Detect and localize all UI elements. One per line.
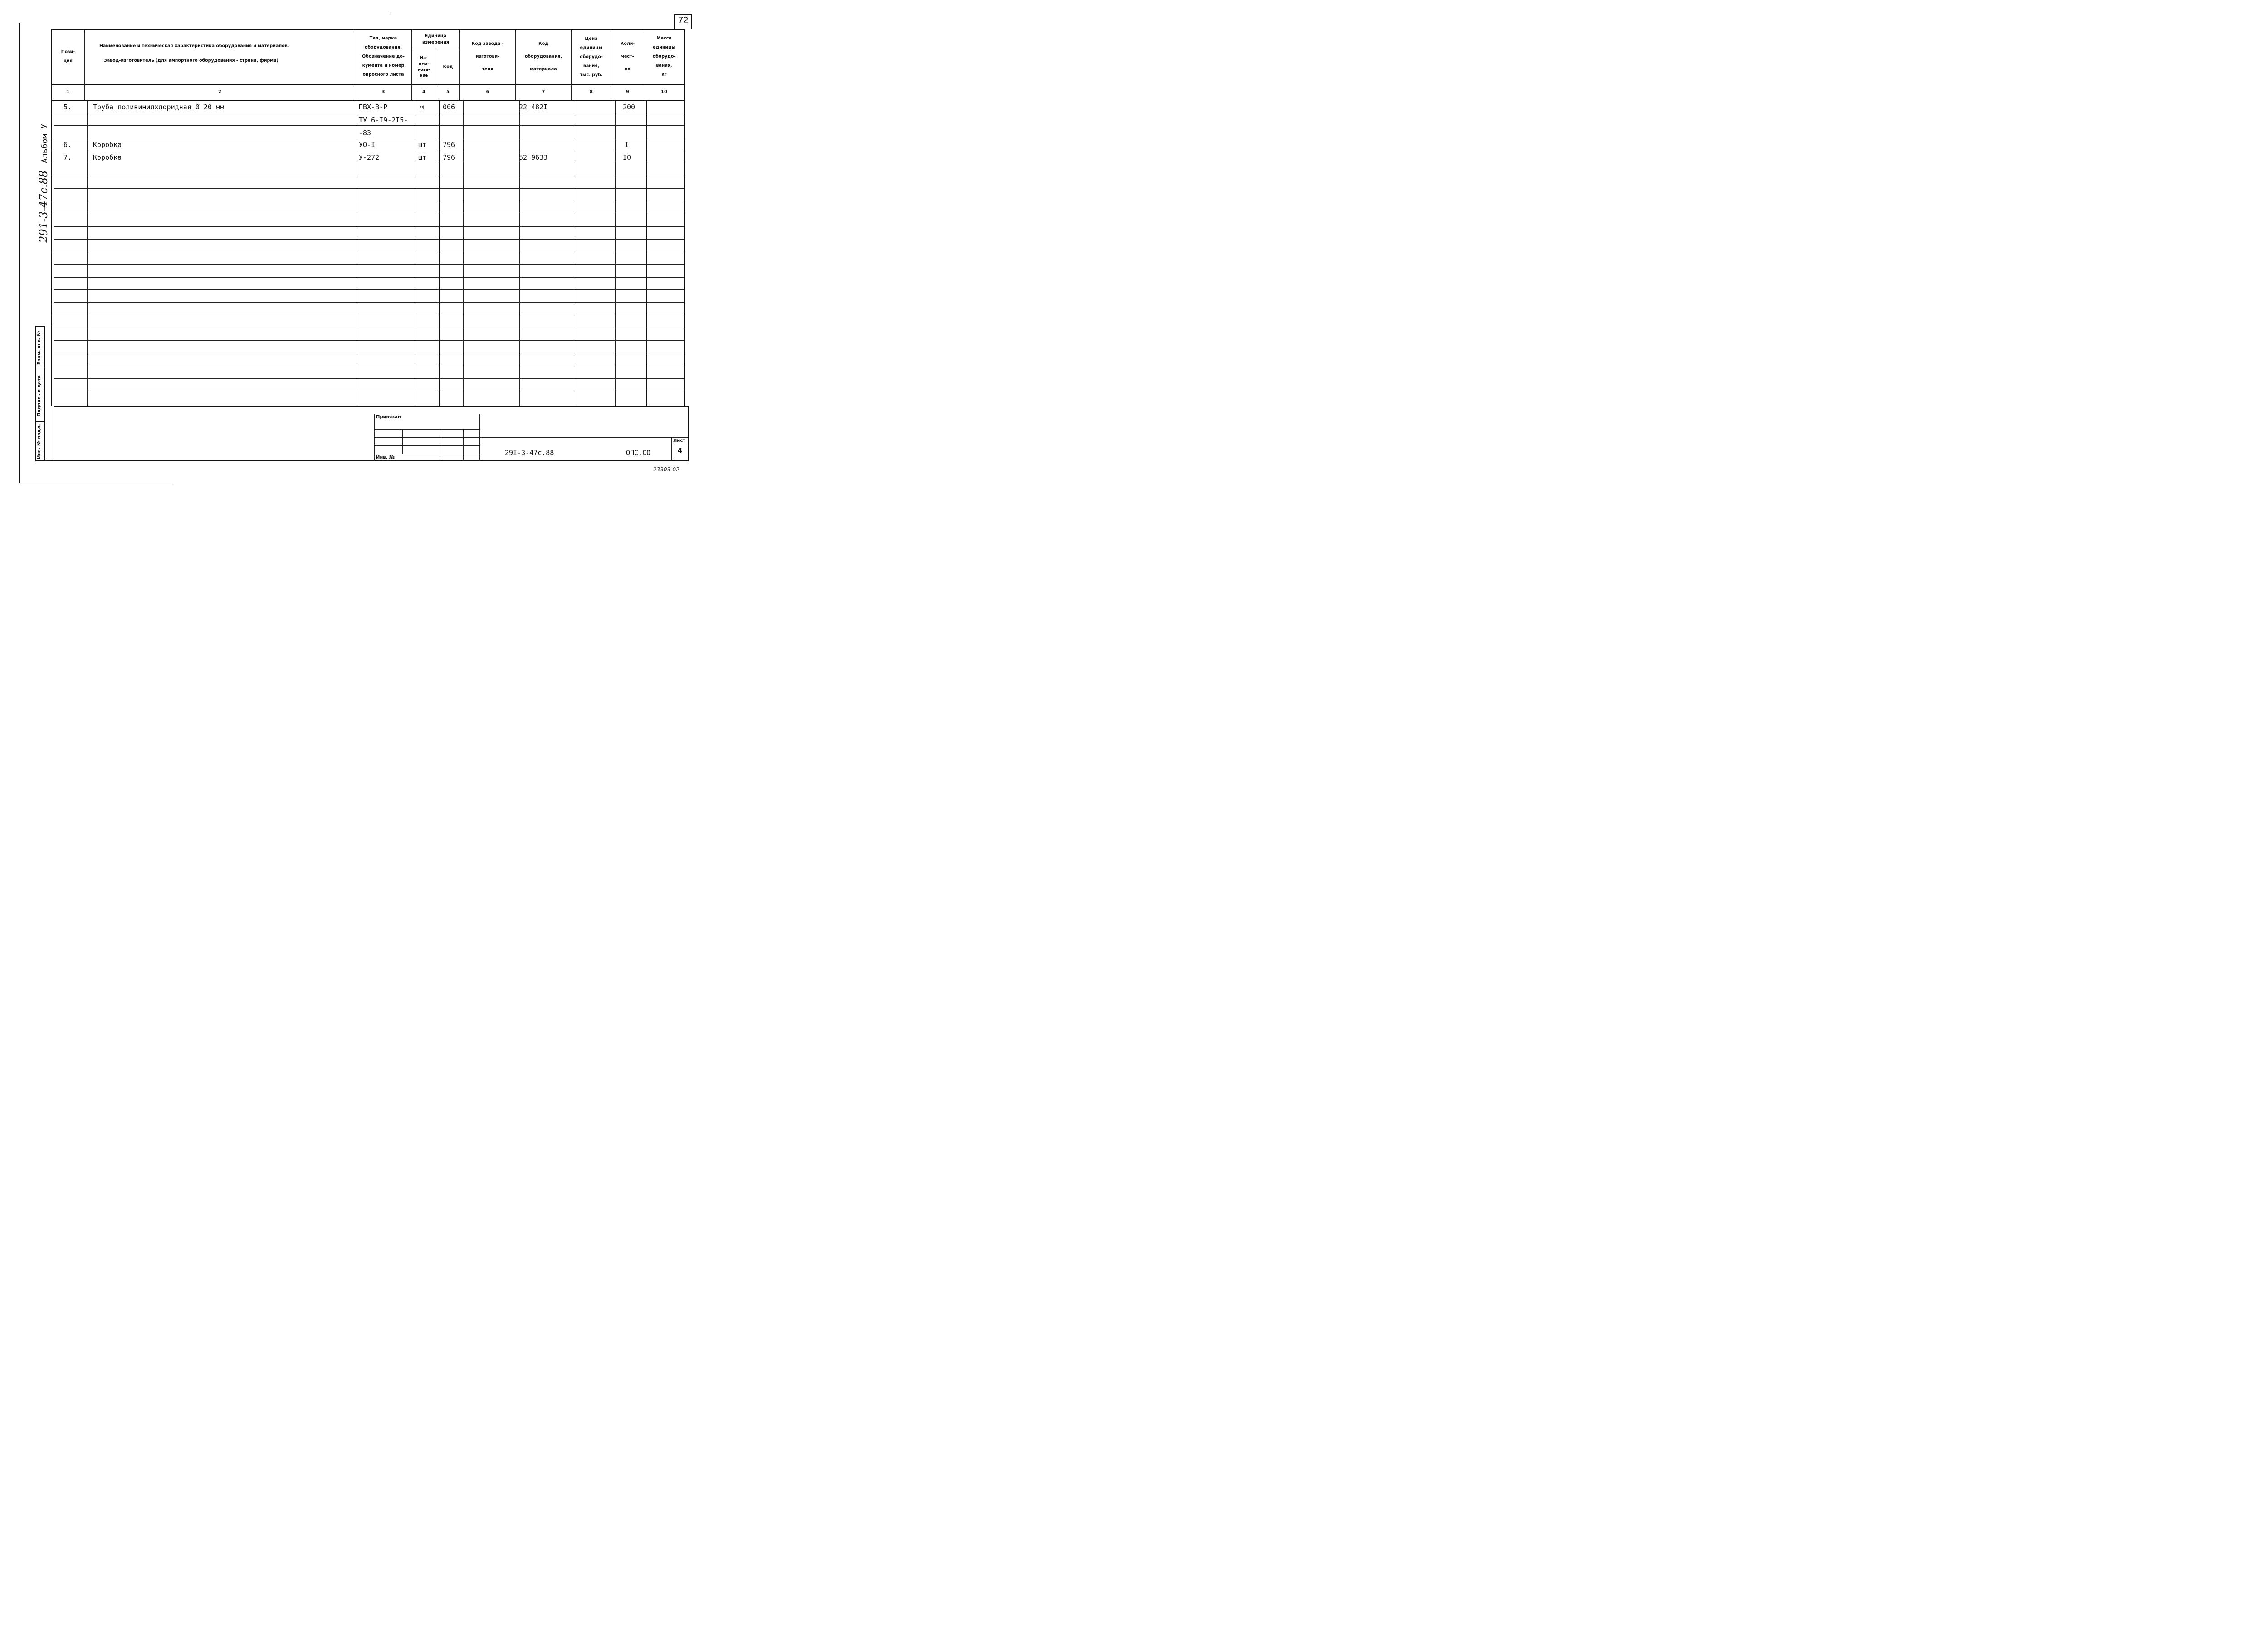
- footer-note: 23303-02: [653, 466, 679, 473]
- stamp-inv-podl: Инв. № подл.: [37, 424, 42, 459]
- grid-line: [54, 277, 684, 278]
- row-1-type: ПВХ-В-Р: [359, 103, 388, 111]
- row-1-material-code: 22 482I: [519, 103, 548, 111]
- grid-line: [54, 226, 684, 227]
- header-position: Пози- ция: [61, 49, 75, 64]
- grid-line: [54, 378, 684, 379]
- row-4-type: УО-I: [359, 141, 376, 149]
- header-name: Наименование и техническая характеристика оборудования и материалов. Завод-изготовитель (для импортного оборудования - страна, фирма): [99, 44, 289, 63]
- stamp-signature-date: Подпись и дата: [37, 375, 42, 416]
- row-5-quantity: I0: [623, 153, 631, 161]
- row-1-position: 5.: [64, 103, 72, 111]
- row-5-type: У-272: [359, 153, 380, 161]
- grid-line: [463, 100, 464, 406]
- row-1-quantity: 200: [623, 103, 635, 111]
- header-type: Тип, марка оборудования. Обозначение до- кумента и номер опросного листа: [362, 36, 405, 77]
- row-1-unit-code: 006: [443, 103, 455, 111]
- inv-no-label: Инв. №: [376, 455, 395, 460]
- row-5-name: Коробка: [93, 153, 122, 161]
- header-unit-code: Код: [443, 64, 453, 69]
- sheet-number: 4: [677, 446, 683, 455]
- grid-line: [54, 289, 684, 290]
- row-4-name: Коробка: [93, 141, 122, 149]
- colnum-5: 5: [446, 89, 450, 94]
- colnum-1: 1: [66, 89, 70, 94]
- grid-line: [54, 188, 684, 189]
- colnum-6: 6: [486, 89, 489, 94]
- grid-line: [439, 100, 440, 406]
- colnum-2: 2: [218, 89, 221, 94]
- colnum-4: 4: [422, 89, 425, 94]
- header-price: Цена единицы оборудо- вания, тыс. руб.: [580, 36, 603, 78]
- colnum-10: 10: [661, 89, 667, 94]
- row-4-unit: шт: [418, 141, 427, 149]
- row-5-material-code: 52 9633: [519, 153, 548, 161]
- grid-line: [54, 340, 684, 341]
- binding-edge: [19, 23, 20, 483]
- stamp-vzam-inv: Взам. инв. №: [37, 330, 42, 365]
- row-1-name: Труба поливинилхлоридная Ø 20 мм: [93, 103, 224, 111]
- colnum-8: 8: [590, 89, 593, 94]
- colnum-7: 7: [542, 89, 545, 94]
- colnum-3: 3: [381, 89, 385, 94]
- row-5-unit-code: 796: [443, 153, 455, 161]
- header-material-code: Код оборудования, материала: [524, 41, 562, 72]
- header-unit: Единица измерения: [422, 34, 449, 45]
- row-5-position: 7.: [64, 153, 72, 161]
- header-maker-code: Код завода - изготови- теля: [471, 41, 504, 72]
- page-number: 72: [678, 15, 689, 25]
- grid-line: [54, 264, 684, 265]
- grid-line: [54, 302, 684, 303]
- header-quantity: Коли- чест- во: [620, 41, 635, 72]
- grid-line: [611, 100, 612, 101]
- sheet-label: Лист: [673, 438, 686, 443]
- row-3-type: -83: [359, 129, 371, 137]
- grid-line: [646, 100, 647, 406]
- row-4-quantity: I: [625, 141, 629, 149]
- grid-line: [615, 100, 616, 406]
- album-designation: 291-3-47с.88 Альбом У: [37, 124, 50, 243]
- grid-line: [87, 100, 88, 406]
- row-2-type: ТУ 6-I9-2I5-: [359, 116, 408, 124]
- grid-line: [519, 100, 520, 406]
- row-5-unit: шт: [418, 153, 427, 161]
- privyazan-label: Привязан: [376, 415, 401, 420]
- header-unit-name: На- име- нова- ние: [418, 56, 430, 78]
- row-1-unit: м: [420, 103, 424, 111]
- grid-line: [54, 239, 684, 240]
- document-type: ОПС.СО: [626, 449, 651, 457]
- row-4-unit-code: 796: [443, 141, 455, 149]
- colnum-9: 9: [626, 89, 629, 94]
- row-4-position: 6.: [64, 141, 72, 149]
- document-code: 29I-3-47с.88: [505, 449, 554, 457]
- header-mass: Масса единицы оборудо- вания, кг: [652, 36, 676, 77]
